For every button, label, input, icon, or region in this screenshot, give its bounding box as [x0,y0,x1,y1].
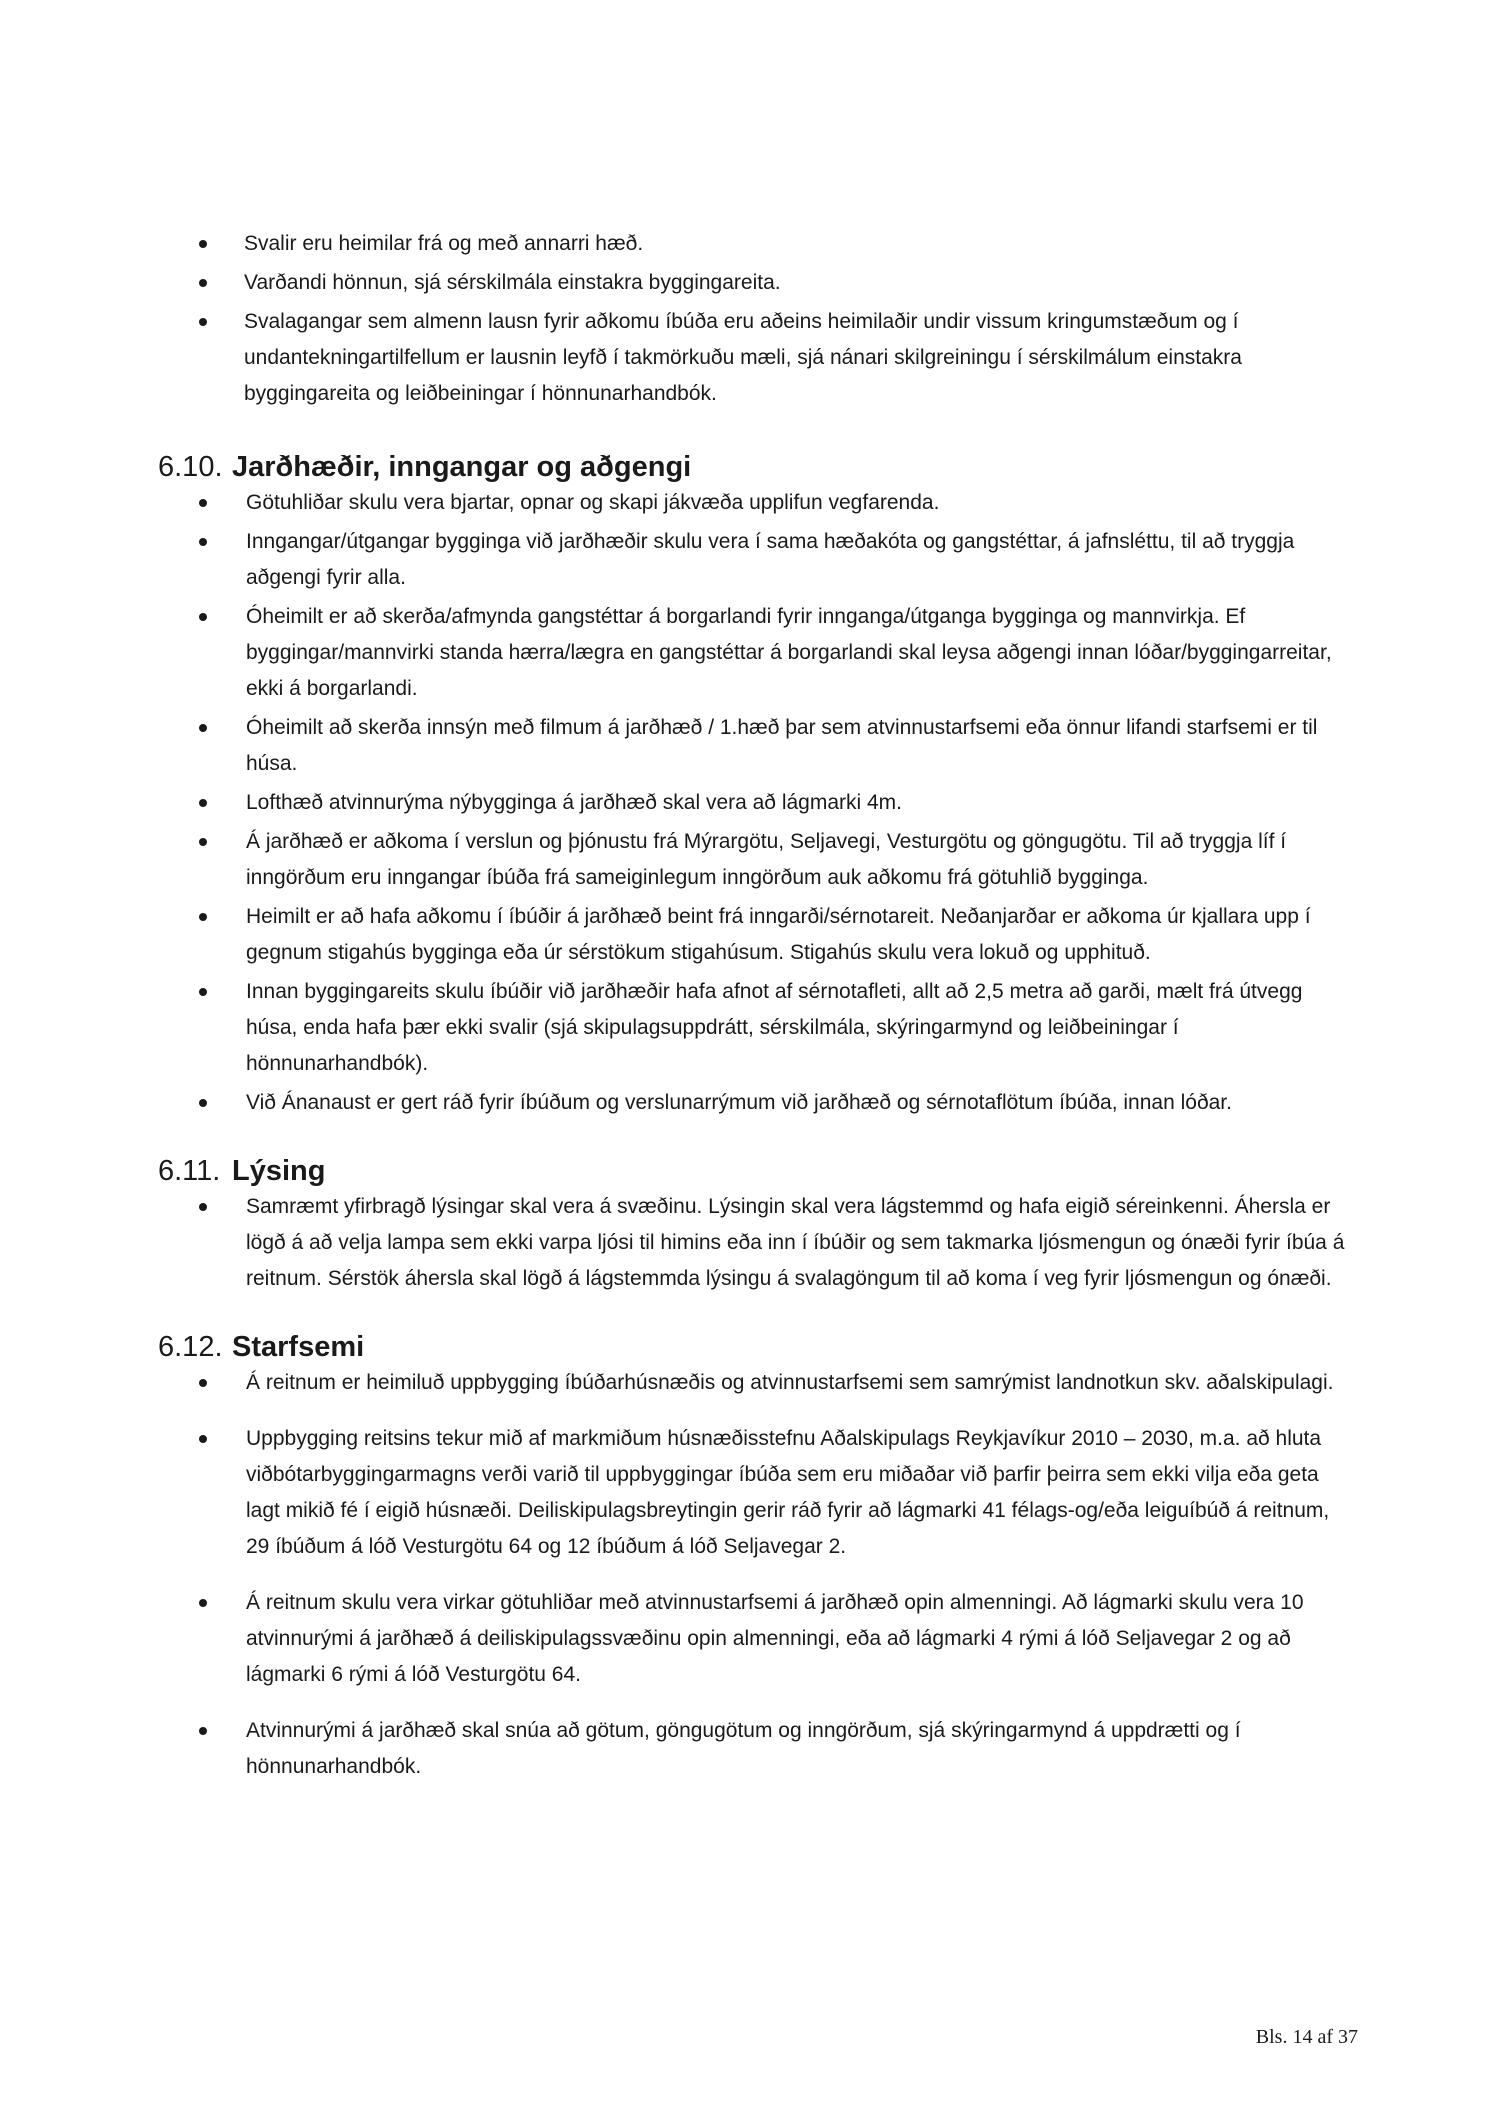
list-item: Lofthæð atvinnurýma nýbygginga á jarðhæð skal vera að lágmarki 4m. [158,785,1358,821]
list-item: Óheimilt er að skerða/afmynda gangstéttar á borgarlandi fyrir innganga/útganga bygginga og mannvirkja. Ef byggingar/mannvirki standa hærra/lægra en gangstéttar á borgarlandi skal leysa aðgengi innan lóðar/byggingarreitar, ekki á borgarlandi. [158,599,1358,707]
list-item: Svalir eru heimilar frá og með annarri hæð. [158,226,1358,262]
list-item: Atvinnurými á jarðhæð skal snúa að götum, göngugötum og inngörðum, sjá skýringarmynd á uppdrætti og í hönnunarhandbók. [158,1713,1358,1785]
section-bullet-list [158,485,1358,1121]
section-bullet-list [158,1189,1358,1297]
list-item: Innan byggingareits skulu íbúðir við jarðhæðir hafa afnot af sérnotafleti, allt að 2,5 metra að garði, mælt frá útvegg húsa, enda hafa þær ekki svalir (sjá skipulagsuppdrátt, sérskilmála, skýringarmynd og leiðbeiningar í hönnunarhandbók). [158,974,1358,1082]
list-item: Á reitnum skulu vera virkar götuhliðar með atvinnustarfsemi á jarðhæð opin almenningi. Að lágmarki skulu vera 10 atvinnurými á jarðhæð á deiliskipulagssvæðinu opin almenningi, eða að lágmarki 4 rými á lóð Seljavegar 2 og að lágmarki 6 rými á lóð Vesturgötu 64. [158,1585,1358,1693]
list-item: Svalagangar sem almenn lausn fyrir aðkomu íbúða eru aðeins heimilaðir undir vissum kringumstæðum og í undantekningartilfellum er lausnin leyfð í takmörkuðu mæli, sjá nánari skilgreiningu í sérskilmálum einstakra byggingareita og leiðbeiningar í hönnunarhandbók. [158,304,1358,412]
section-heading [158,447,1358,487]
list-item: Samræmt yfirbragð lýsingar skal vera á svæðinu. Lýsingin skal vera lágstemmd og hafa eigið séreinkenni. Áhersla er lögð á að velja lampa sem ekki varpa ljósi til himins eða inn í íbúðir og sem takmarka ljósmengun og ónæði fyrir íbúa á reitnum. Sérstök áhersla skal lögð á lágstemmda lýsingu á svalagöngum til að koma í veg fyrir ljósmengun og ónæði. [158,1189,1358,1297]
intro-bullet-list [158,226,1358,412]
section-6-10 [158,447,1358,1121]
section-title: Jarðhæðir, inngangar og aðgengi [232,451,692,483]
section-title: Lýsing [232,1155,326,1187]
section-heading [158,1151,1358,1191]
list-item: Varðandi hönnun, sjá sérskilmála einstakra byggingareita. [158,265,1358,301]
list-item: Óheimilt að skerða innsýn með filmum á jarðhæð / 1.hæð þar sem atvinnustarfsemi eða önnur lifandi starfsemi er til húsa. [158,710,1358,782]
section-6-12 [158,1327,1358,1785]
section-title: Starfsemi [232,1331,365,1363]
list-item: Við Ánanaust er gert ráð fyrir íbúðum og verslunarrýmum við jarðhæð og sérnotaflötum íbúða, innan lóðar. [158,1085,1358,1121]
page-number-footer: Bls. 14 af 37 [1255,2026,1358,2048]
list-item: Götuhliðar skulu vera bjartar, opnar og skapi jákvæða upplifun vegfarenda. [158,485,1358,521]
page-content [158,226,1358,1788]
list-item: Heimilt er að hafa aðkomu í íbúðir á jarðhæð beint frá inngarði/sérnotareit. Neðanjarðar er aðkoma úr kjallara upp í gegnum stigahús bygginga eða úr sérstökum stigahúsum. Stigahús skulu vera lokuð og upphituð. [158,899,1358,971]
section-bullet-list [158,1365,1358,1785]
section-number: 6.12. [158,1331,223,1363]
section-number: 6.10. [158,451,223,483]
list-item: Inngangar/útgangar bygginga við jarðhæðir skulu vera í sama hæðakóta og gangstéttar, á jafnsléttu, til að tryggja aðgengi fyrir alla. [158,524,1358,596]
section-number: 6.11. [158,1155,221,1187]
list-item: Á reitnum er heimiluð uppbygging íbúðarhúsnæðis og atvinnustarfsemi sem samrýmist landnotkun skv. aðalskipulagi. [158,1365,1358,1401]
list-item: Uppbygging reitsins tekur mið af markmiðum húsnæðisstefnu Aðalskipulags Reykjavíkur 2010 – 2030, m.a. að hluta viðbótarbyggingarmagns verði varið til uppbyggingar íbúða sem eru miðaðar við þarfir þeirra sem ekki vilja eða geta lagt mikið fé í eigið húsnæði. Deiliskipulagsbreytingin gerir ráð fyrir að lágmarki 41 félags-og/eða leiguíbúð á reitnum, 29 íbúðum á lóð Vesturgötu 64 og 12 íbúðum á lóð Seljavegar 2. [158,1421,1358,1565]
section-6-11 [158,1151,1358,1297]
list-item: Á jarðhæð er aðkoma í verslun og þjónustu frá Mýrargötu, Seljavegi, Vesturgötu og göngugötu. Til að tryggja líf í inngörðum eru inngangar íbúða frá sameiginlegum inngörðum auk aðkomu frá götuhlið bygginga. [158,824,1358,896]
section-heading [158,1327,1358,1367]
